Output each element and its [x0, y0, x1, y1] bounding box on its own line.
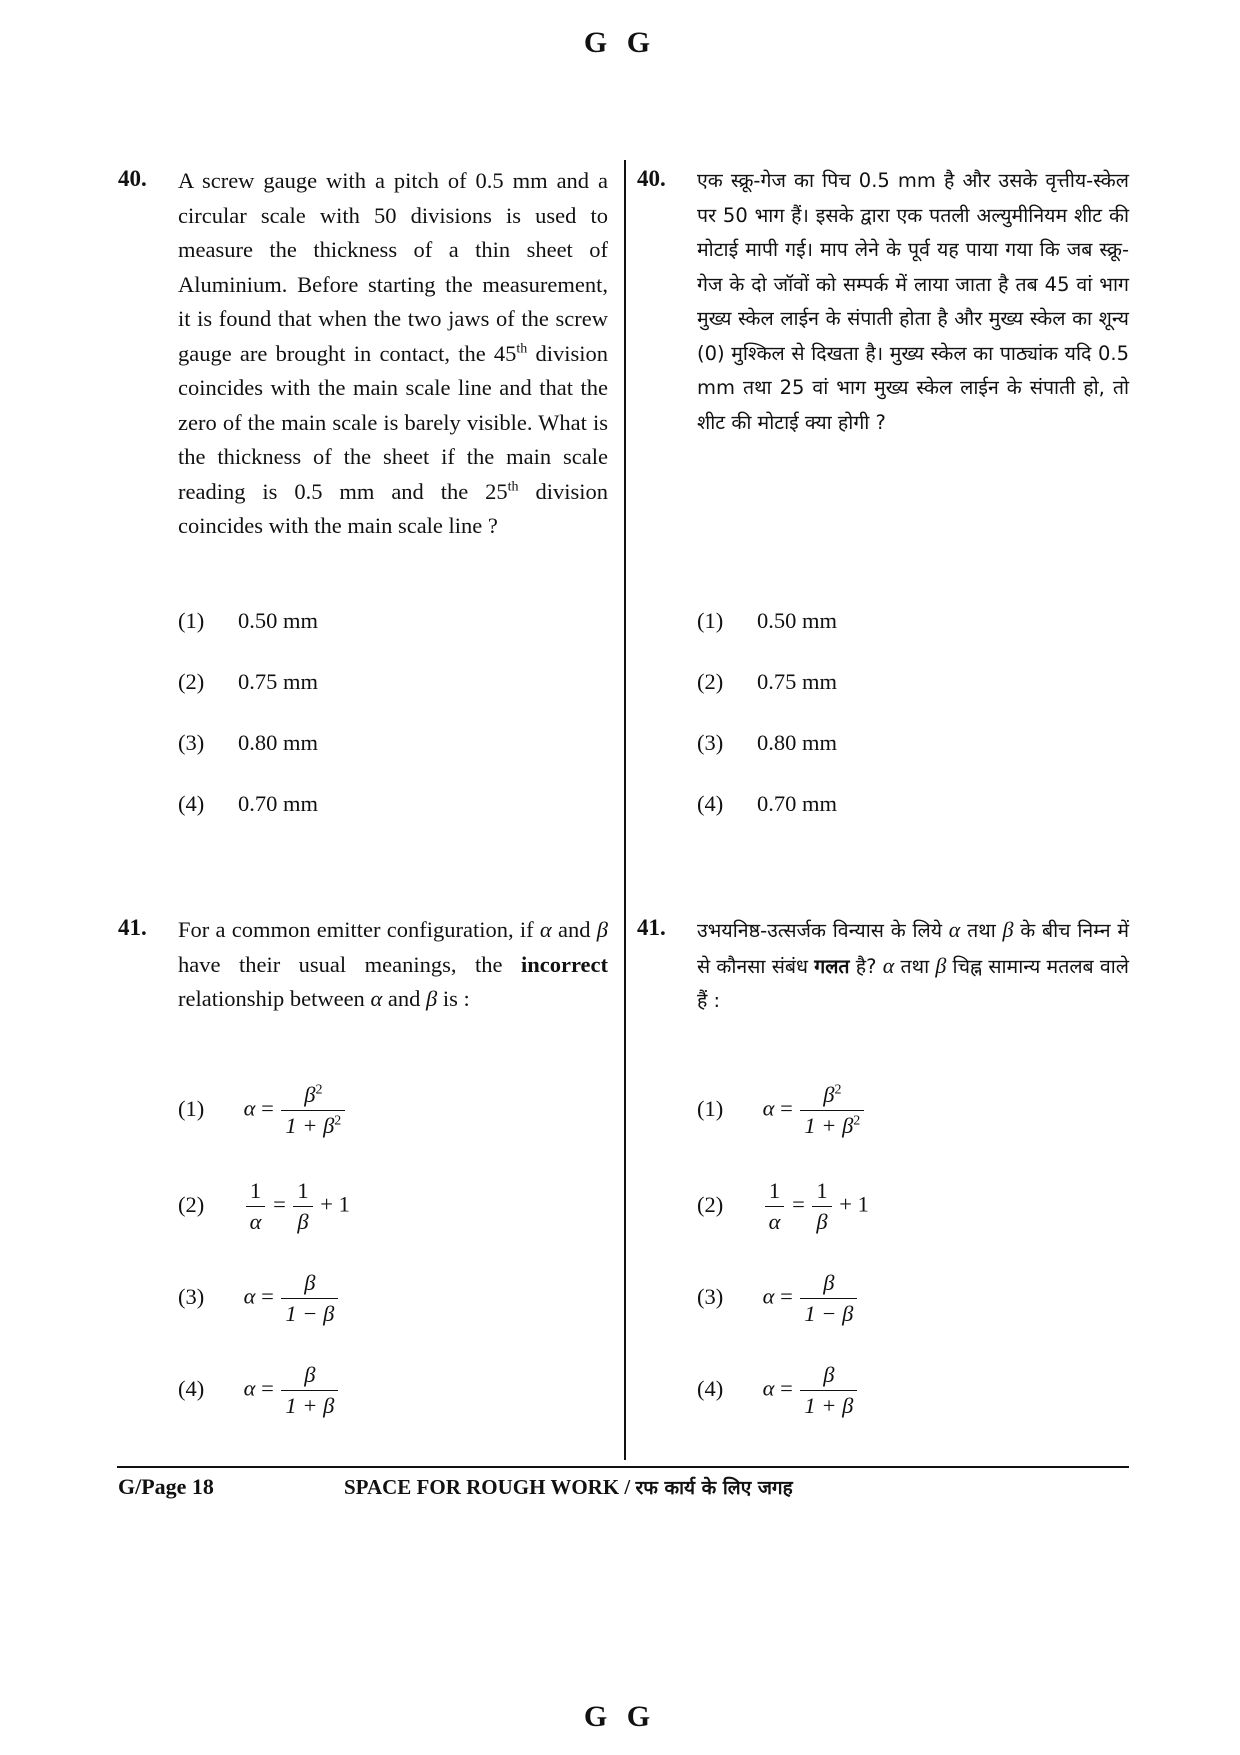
q41-option-3-hi[interactable]: (3) α = $\frac{\beta}{1 - \beta}$	[697, 1270, 859, 1327]
q40-text-en: A screw gauge with a pitch of 0.5 mm and a circular scale with 50 divisions is used to measure the thickness of a thin sheet of Aluminium. Before starting the measurement, it is found that when the two jaws of the screw gauge are brought in contact, the 45th division coincides with the main scale line and that the zero of the main scale is barely visible. What is the thickness of the sheet if the main scale reading is 0.5 mm and the 25th division coincides with the main scale line ?	[178, 168, 609, 538]
q41-option-4-en[interactable]: (4) α = $\frac{\beta}{1 + \beta}$	[178, 1362, 340, 1419]
q40-option-3-en[interactable]: (3) 0.80 mm	[178, 730, 319, 755]
q40-option-2-en[interactable]: (2) 0.75 mm	[178, 669, 319, 694]
q41-number-hi: 41.	[637, 915, 666, 940]
q41-option-2-hi[interactable]: (2) $\frac{1}{\alpha}$ = $\frac{1}{\beta}$ + 1	[697, 1178, 869, 1234]
q41-option-1-hi[interactable]: (1) α = $\frac{\beta^2}{1 + \beta^2}$	[697, 1082, 866, 1139]
q41-number-en: 41.	[118, 915, 147, 940]
page-label: G/Page 18	[118, 1474, 214, 1499]
rough-work-label: SPACE FOR ROUGH WORK / रफ कार्य के लिए जगह	[344, 1475, 793, 1499]
q40-option-1-en[interactable]: (1) 0.50 mm	[178, 608, 319, 633]
column-divider	[624, 160, 626, 1460]
q40-option-2-hi[interactable]: (2) 0.75 mm	[697, 669, 838, 694]
q41-option-3-en[interactable]: (3) α = $\frac{\beta}{1 - \beta}$	[178, 1270, 340, 1327]
q40-text-hi: एक स्क्रू-गेज का पिच 0.5 mm है और उसके वृत्तीय-स्केल पर 50 भाग हैं। इसके द्वारा एक पतली अल्युमीनियम शीट की मोटाई मापी गई। माप लेने के पूर्व यह पाया गया कि जब स्क्रू-गेज के दो जॉवों को सम्पर्क में लाया जाता है तब 45 वां भाग मुख्य स्केल लाईन के संपाती होता है और मुख्य स्केल का शून्य (0) मुश्किल से दिखता है। मुख्य स्केल का पाठ्यांक यदि 0.5 mm तथा 25 वां भाग मुख्य स्केल लाईन के संपाती हो, तो शीट की मोटाई क्या होगी ?	[697, 169, 1129, 434]
q41-text-en: For a common emitter configuration, if α and β have their usual meanings, the incorrect relationship between α and β is :	[178, 917, 608, 1011]
q40-option-4-en[interactable]: (4) 0.70 mm	[178, 791, 319, 816]
q40-option-1-hi[interactable]: (1) 0.50 mm	[697, 608, 838, 633]
q41-option-1-en[interactable]: (1) α = $\frac{\beta^2}{1 + \beta^2}$	[178, 1082, 347, 1139]
q40-number-en: 40.	[118, 166, 147, 191]
q41-option-2-en[interactable]: (2) $\frac{1}{\alpha}$ = $\frac{1}{\beta}$ + 1	[178, 1178, 350, 1234]
q40-number-hi: 40.	[637, 166, 666, 191]
q41-text-hi: उभयनिष्ठ-उत्सर्जक विन्यास के लिये α तथा β के बीच निम्न में से कौनसा संबंध गलत है? α तथा β चिह्न सामान्य मतलब वाले हैं :	[697, 917, 1130, 1012]
q40-option-3-hi[interactable]: (3) 0.80 mm	[697, 730, 838, 755]
footer-rule	[117, 1466, 1129, 1468]
q41-option-4-hi[interactable]: (4) α = $\frac{\beta}{1 + \beta}$	[697, 1362, 859, 1419]
header-mark: G G	[583, 26, 657, 59]
q40-option-4-hi[interactable]: (4) 0.70 mm	[697, 791, 838, 816]
footer-mark: G G	[583, 1700, 657, 1733]
